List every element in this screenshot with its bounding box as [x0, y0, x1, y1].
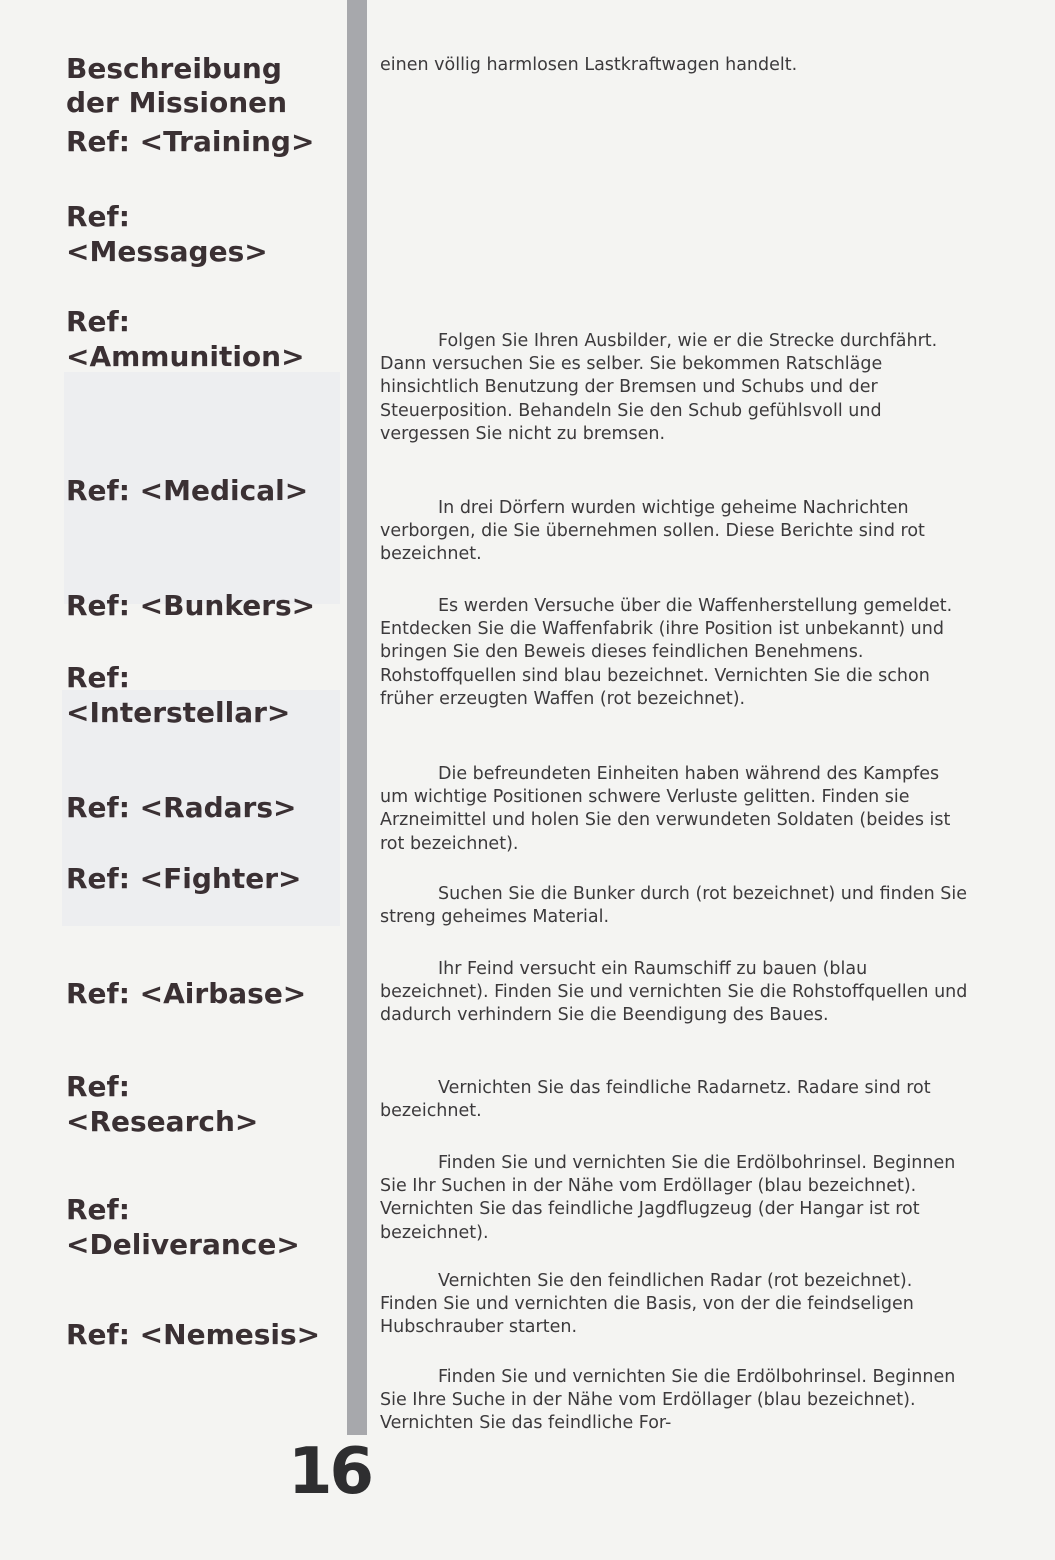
heading-radars: Ref: <Radars> [66, 791, 297, 824]
heading-training: Ref: <Training> [66, 125, 315, 158]
column-divider-bar [347, 0, 367, 1435]
heading-bunkers: Ref: <Bunkers> [66, 589, 316, 622]
paragraph-radars: Vernichten Sie das feindliche Radarnetz. Radare sind rot bezeichnet. [380, 1078, 931, 1122]
heading-medical: Ref: <Medical> [66, 474, 309, 507]
section-title: Beschreibung der Missionen [66, 52, 288, 119]
paragraph-medical: Die befreundeten Einheiten haben während des Kampfes um wichtige Positionen schwere Verluste gelitten. Finden sie Arzneimittel und holen Sie den verwundeten Soldaten (beides ist rot bezeichnet). [380, 764, 951, 854]
paragraph-airbase: Vernichten Sie den feindlichen Radar (rot bezeichnet). Finden Sie und vernichten die Basis, von der die feindseligen Hubschrauber starten. [380, 1271, 914, 1338]
paragraph-fighter: Finden Sie und vernichten Sie die Erdölbohrinsel. Beginnen Sie Ihr Suchen in der Nähe vom Erdöllager (blau bezeichnet). Vernichten Sie das feindliche Jagdflugzeug (der Hangar ist rot bezeichnet). [380, 1153, 956, 1243]
paragraph-ammunition: Es werden Versuche über die Waffenherstellung gemeldet. Entdecken Sie die Waffenfabrik (ihre Position ist unbekannt) und bringen Sie den Beweis dieses feindlichen Benehmens. Rohstoffquellen sind blau bezeichnet. Vernichten Sie die schon früher erzeugten Waffen (rot bezeichnet). [380, 596, 953, 709]
paragraph-messages: In drei Dörfern wurden wichtige geheime Nachrichten verborgen, die Sie übernehmen sollen. Diese Berichte sind rot bezeichnet. [380, 498, 925, 565]
heading-ammunition: Ref: <Ammunition> [66, 305, 305, 373]
page-number: 16 [288, 1435, 372, 1509]
heading-nemesis: Ref: <Nemesis> [66, 1318, 321, 1351]
heading-deliverance: Ref: <Deliverance> [66, 1193, 300, 1261]
paragraph-training: Folgen Sie Ihren Ausbilder, wie er die Strecke durchfährt. Dann versuchen Sie es selber. Sie bekommen Ratschläge hinsichtlich Benutzung der Bremsen und Schubs und der Steuerposition. Behandeln Sie den Schub gefühlsvoll und vergessen Sie nicht zu bremsen. [380, 331, 938, 444]
heading-fighter: Ref: <Fighter> [66, 862, 302, 895]
heading-research: Ref: <Research> [66, 1070, 259, 1138]
paragraph-research: Finden Sie und vernichten Sie die Erdölbohrinsel. Beginnen Sie Ihre Suche in der Nähe vom Erdöllager (blau bezeichnet). Vernichten Sie das feindliche For- [380, 1367, 956, 1434]
paragraph-interstellar: Ihr Feind versucht ein Raumschiff zu bauen (blau bezeichnet). Finden Sie und vernichten Sie die Rohstoffquellen und dadurch verhindern Sie die Beendigung des Baues. [380, 959, 968, 1026]
continuation-text: einen völlig harmlosen Lastkraftwagen handelt. [380, 55, 798, 75]
paragraph-bunkers: Suchen Sie die Bunker durch (rot bezeichnet) und finden Sie streng geheimes Material. [380, 884, 967, 928]
heading-airbase: Ref: <Airbase> [66, 977, 307, 1010]
heading-messages: Ref: <Messages> [66, 200, 268, 268]
heading-interstellar: Ref: <Interstellar> [66, 661, 291, 729]
